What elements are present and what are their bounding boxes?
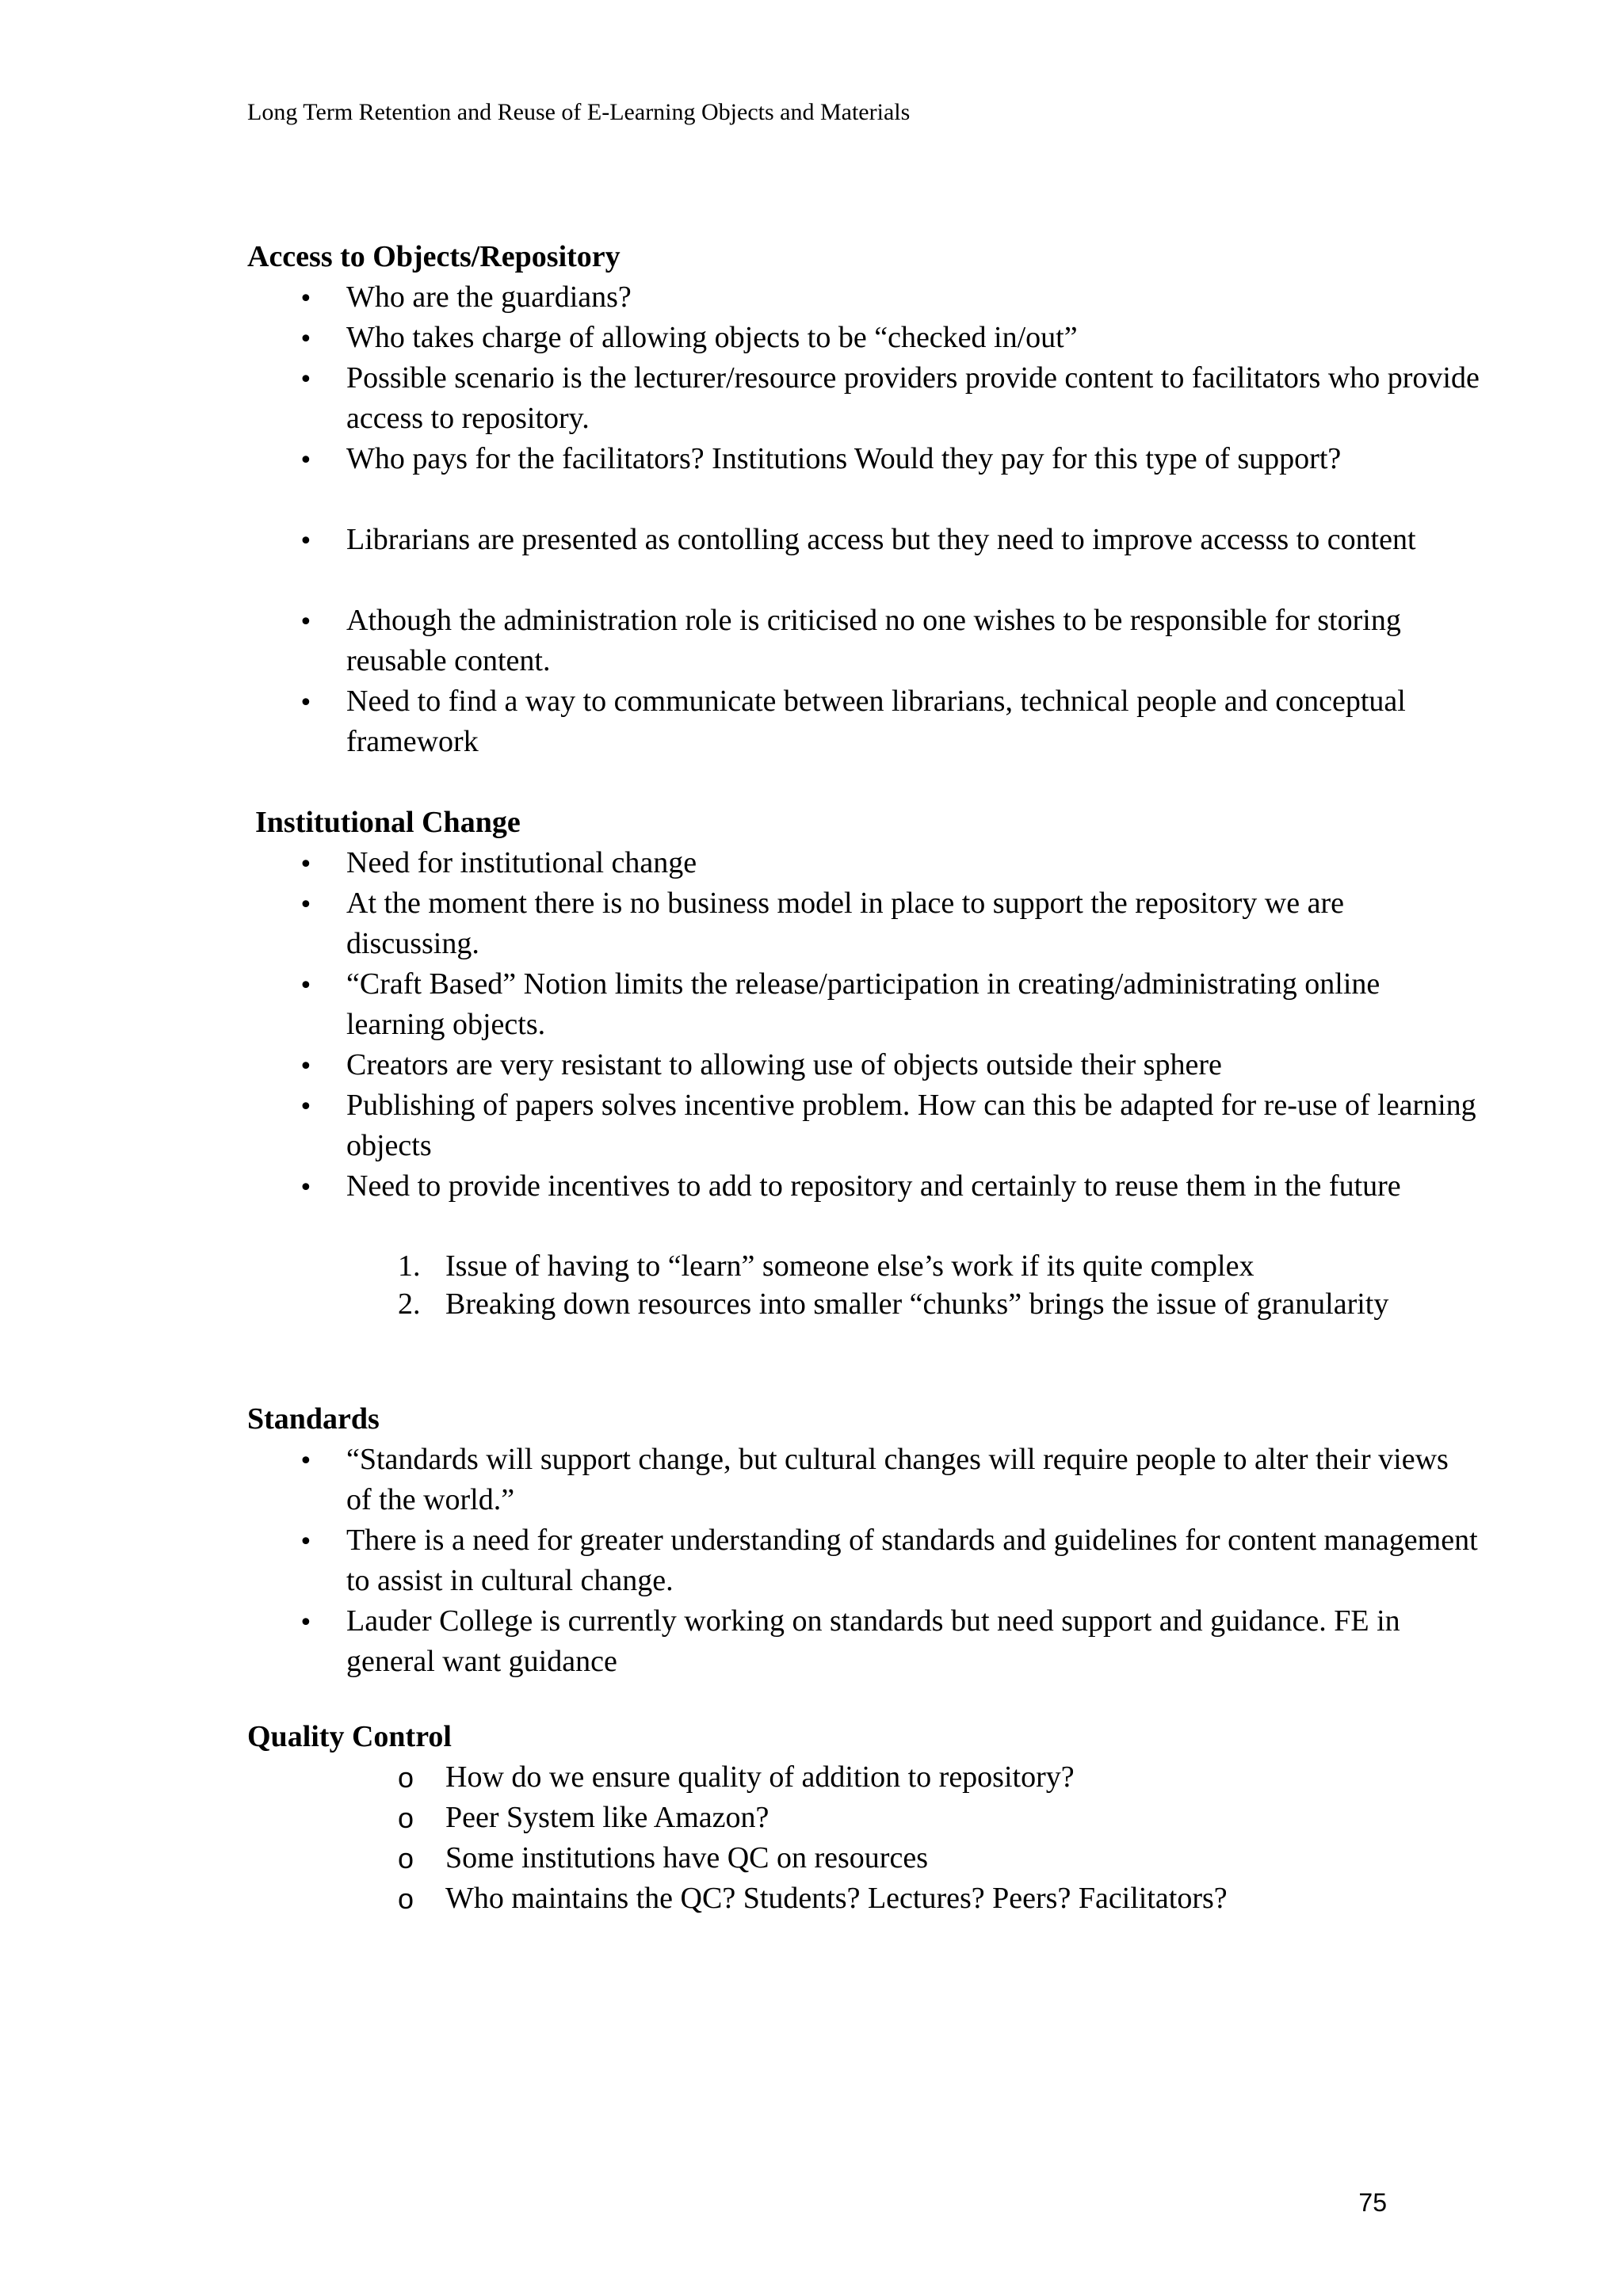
- list-item-text: “Standards will support change, but cultural changes will require people to alter their views of the world.”: [346, 1443, 1449, 1516]
- list-item-text: Who takes charge of allowing objects to be “checked in/out”: [346, 321, 1078, 354]
- list-item-text: Some institutions have QC on resources: [445, 1841, 928, 1875]
- list-item-text: How do we ensure quality of addition to repository?: [445, 1760, 1075, 1794]
- list-item-text: Possible scenario is the lecturer/resource providers provide content to facilitators who provide access to repository.: [346, 361, 1480, 435]
- bullet-icon: [299, 883, 330, 925]
- list-item: [247, 1757, 1507, 1798]
- section-heading-standards: Standards: [247, 1402, 380, 1436]
- list-item-text: Need for institutional change: [346, 846, 697, 879]
- list-item: [247, 1166, 1480, 1247]
- page-number: 75: [1358, 2188, 1387, 2217]
- bullet-icon: [299, 1440, 330, 1482]
- list-item-text: Creators are very resistant to allowing use of objects outside their sphere: [346, 1048, 1222, 1081]
- bullet-icon: [299, 1085, 330, 1127]
- circle-list-quality-control: [247, 1757, 1420, 1919]
- list-item-text: Publishing of papers solves incentive problem. How can this be adapted for re-use of learning objects: [346, 1089, 1476, 1162]
- list-item: [247, 1520, 1480, 1601]
- bullet-icon: [299, 1601, 330, 1643]
- list-item-text: Need to find a way to communicate between librarians, technical people and conceptual framework: [346, 685, 1406, 758]
- section-access: [247, 236, 1480, 762]
- circle-bullet-icon: [398, 1838, 430, 1879]
- section-standards: [247, 1398, 1478, 1682]
- bullet-list-institutional-change: [247, 843, 1476, 1247]
- list-item-text: “Craft Based” Notion limits the release/participation in creating/administrating online learning objects.: [346, 967, 1381, 1041]
- circle-bullet-icon: [398, 1798, 430, 1839]
- list-item: [247, 964, 1480, 1045]
- list-item: [247, 1045, 1480, 1085]
- numbered-list-institutional-change: [247, 1247, 1428, 1361]
- section-quality-control: [247, 1716, 1420, 1919]
- bullet-icon: [299, 1045, 330, 1087]
- list-item: [247, 1838, 1507, 1878]
- list-item-text: Need to provide incentives to add to repository and certainly to reuse them in the future: [346, 1169, 1401, 1203]
- list-item: [247, 843, 1480, 883]
- list-item-text: There is a need for greater understanding of standards and guidelines for content management to assist in cultural change.: [346, 1524, 1478, 1597]
- numbered-item-text: Breaking down resources into smaller “chunks” brings the issue of granularity: [445, 1287, 1389, 1321]
- list-item-text: Who maintains the QC? Students? Lectures? Peers? Facilitators?: [445, 1882, 1228, 1915]
- list-item-text: Who are the guardians?: [346, 280, 632, 314]
- list-item-text: Peer System like Amazon?: [445, 1801, 769, 1834]
- list-number: 1.: [398, 1249, 421, 1283]
- list-item-text: Lauder College is currently working on standards but need support and guidance. FE in general want guidance: [346, 1604, 1400, 1678]
- numbered-item-text: Issue of having to “learn” someone else’s work if its quite complex: [445, 1249, 1254, 1283]
- list-item-text: Who pays for the facilitators? Institutions Would they pay for this type of support?: [346, 442, 1342, 475]
- section-institutional-change: [255, 802, 1476, 1361]
- numbered-list-item: [247, 1247, 1507, 1285]
- list-item-text: Athough the administration role is criticised no one wishes to be responsible for storing reusable content.: [346, 604, 1401, 677]
- circle-bullet-icon: [398, 1757, 430, 1798]
- bullet-icon: [299, 964, 330, 1006]
- list-item: [247, 1798, 1507, 1838]
- list-item: [247, 1878, 1507, 1919]
- list-item: [247, 277, 1480, 318]
- bullet-icon: [299, 601, 330, 643]
- list-item-text: At the moment there is no business model in place to support the repository we are discussing.: [346, 887, 1344, 960]
- section-heading-quality-control: Quality Control: [247, 1720, 452, 1753]
- list-item: [247, 883, 1480, 964]
- list-item-text: Librarians are presented as contolling access but they need to improve accesss to content: [346, 523, 1416, 556]
- list-item: [247, 318, 1480, 358]
- bullet-icon: [299, 439, 330, 481]
- bullet-icon: [299, 277, 330, 319]
- numbered-list-item: [247, 1285, 1507, 1361]
- bullet-icon: [299, 520, 330, 562]
- bullet-icon: [299, 318, 330, 360]
- list-item: [247, 601, 1480, 681]
- section-heading-institutional-change: Institutional Change: [255, 806, 521, 839]
- bullet-icon: [299, 1520, 330, 1562]
- list-number: 2.: [398, 1287, 421, 1321]
- list-item: [247, 1440, 1480, 1520]
- circle-bullet-icon: [398, 1878, 430, 1920]
- running-header: Long Term Retention and Reuse of E-Learning Objects and Materials: [247, 99, 911, 125]
- list-item: [247, 439, 1480, 520]
- bullet-icon: [299, 681, 330, 723]
- list-item: [247, 681, 1480, 762]
- bullet-icon: [299, 358, 330, 400]
- bullet-list-standards: [247, 1440, 1478, 1682]
- list-item: [247, 1601, 1480, 1682]
- section-heading-access: Access to Objects/Repository: [247, 240, 621, 273]
- bullet-icon: [299, 1166, 330, 1208]
- bullet-list-access: [247, 277, 1480, 762]
- bullet-icon: [299, 843, 330, 885]
- list-item: [247, 358, 1480, 439]
- list-item: [247, 1085, 1480, 1166]
- list-item: [247, 520, 1480, 601]
